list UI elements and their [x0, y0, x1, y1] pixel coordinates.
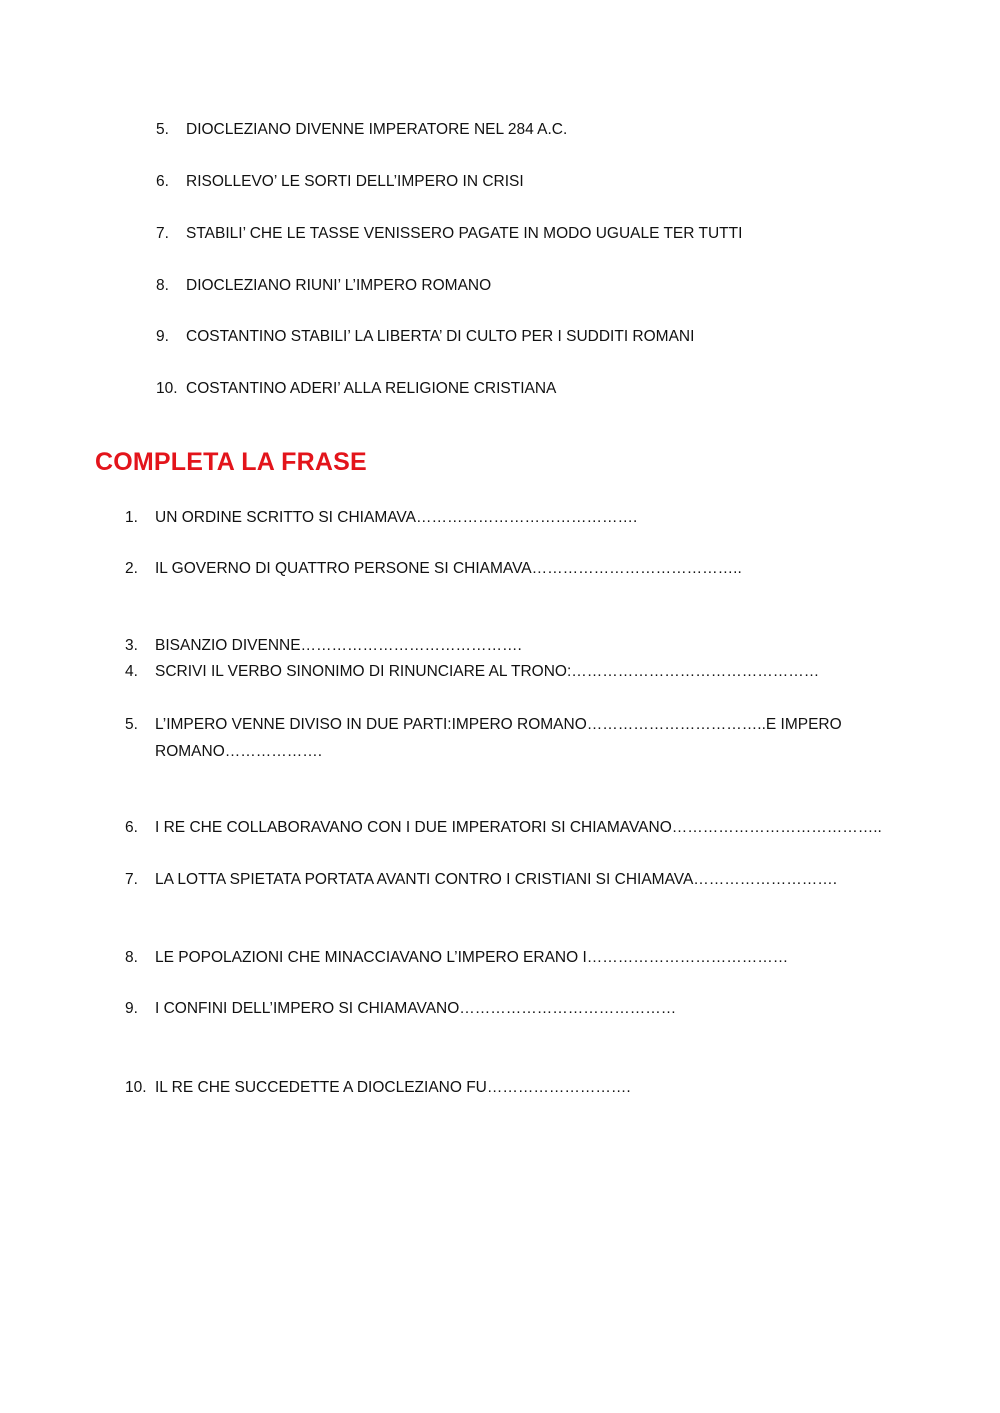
item-number: 9. [125, 1000, 138, 1017]
section-title: COMPLETA LA FRASE [95, 448, 367, 476]
item-number: 3. [125, 637, 138, 654]
item-text: IL GOVERNO DI QUATTRO PERSONE SI CHIAMAVA………………………………….. [155, 560, 742, 577]
item-number: 6. [125, 819, 138, 836]
item-number: 2. [125, 560, 138, 577]
item-text: UN ORDINE SCRITTO SI CHIAMAVA……………………………………. [155, 509, 638, 526]
item-text: DIOCLEZIANO RIUNI’ L’IMPERO ROMANO [186, 277, 492, 294]
item-text: STABILI’ CHE LE TASSE VENISSERO PAGATE IN MODO UGUALE TER TUTTI [186, 225, 743, 242]
item-number: 8. [125, 949, 138, 966]
item-text: SCRIVI IL VERBO SINONIMO DI RINUNCIARE AL TRONO:………………………………………… [155, 663, 820, 680]
item-number: 10. [125, 1079, 147, 1096]
item-number: 5. [125, 716, 138, 733]
item-text: COSTANTINO ADERI’ ALLA RELIGIONE CRISTIANA [186, 380, 557, 397]
item-number: 5. [156, 121, 169, 138]
item-text: RISOLLEVO’ LE SORTI DELL’IMPERO IN CRISI [186, 173, 524, 190]
item-number: 6. [156, 173, 169, 190]
item-number: 10. [156, 380, 178, 397]
item-number: 8. [156, 277, 169, 294]
item-number: 4. [125, 663, 138, 680]
item-text: I RE CHE COLLABORAVANO CON I DUE IMPERATORI SI CHIAMAVANO………………………………….. [155, 819, 882, 836]
item-number: 7. [125, 871, 138, 888]
item-number: 7. [156, 225, 169, 242]
item-number: 1. [125, 509, 138, 526]
item-text: BISANZIO DIVENNE……………………………………. [155, 637, 522, 654]
item-number: 9. [156, 328, 169, 345]
item-text: L’IMPERO VENNE DIVISO IN DUE PARTI:IMPERO ROMANO……………………………..E IMPERO ROMANO………………. [155, 716, 842, 760]
item-text: COSTANTINO STABILI’ LA LIBERTA’ DI CULTO PER I SUDDITI ROMANI [186, 328, 695, 345]
item-text: DIOCLEZIANO DIVENNE IMPERATORE NEL 284 A.C. [186, 121, 568, 138]
item-text: IL RE CHE SUCCEDETTE A DIOCLEZIANO FU………………………. [155, 1079, 631, 1096]
item-text: LA LOTTA SPIETATA PORTATA AVANTI CONTRO I CRISTIANI SI CHIAMAVA………………………. [155, 871, 838, 888]
item-text: LE POPOLAZIONI CHE MINACCIAVANO L’IMPERO ERANO I………………………………… [155, 949, 789, 966]
item-text: I CONFINI DELL’IMPERO SI CHIAMAVANO…………………………………… [155, 1000, 677, 1017]
